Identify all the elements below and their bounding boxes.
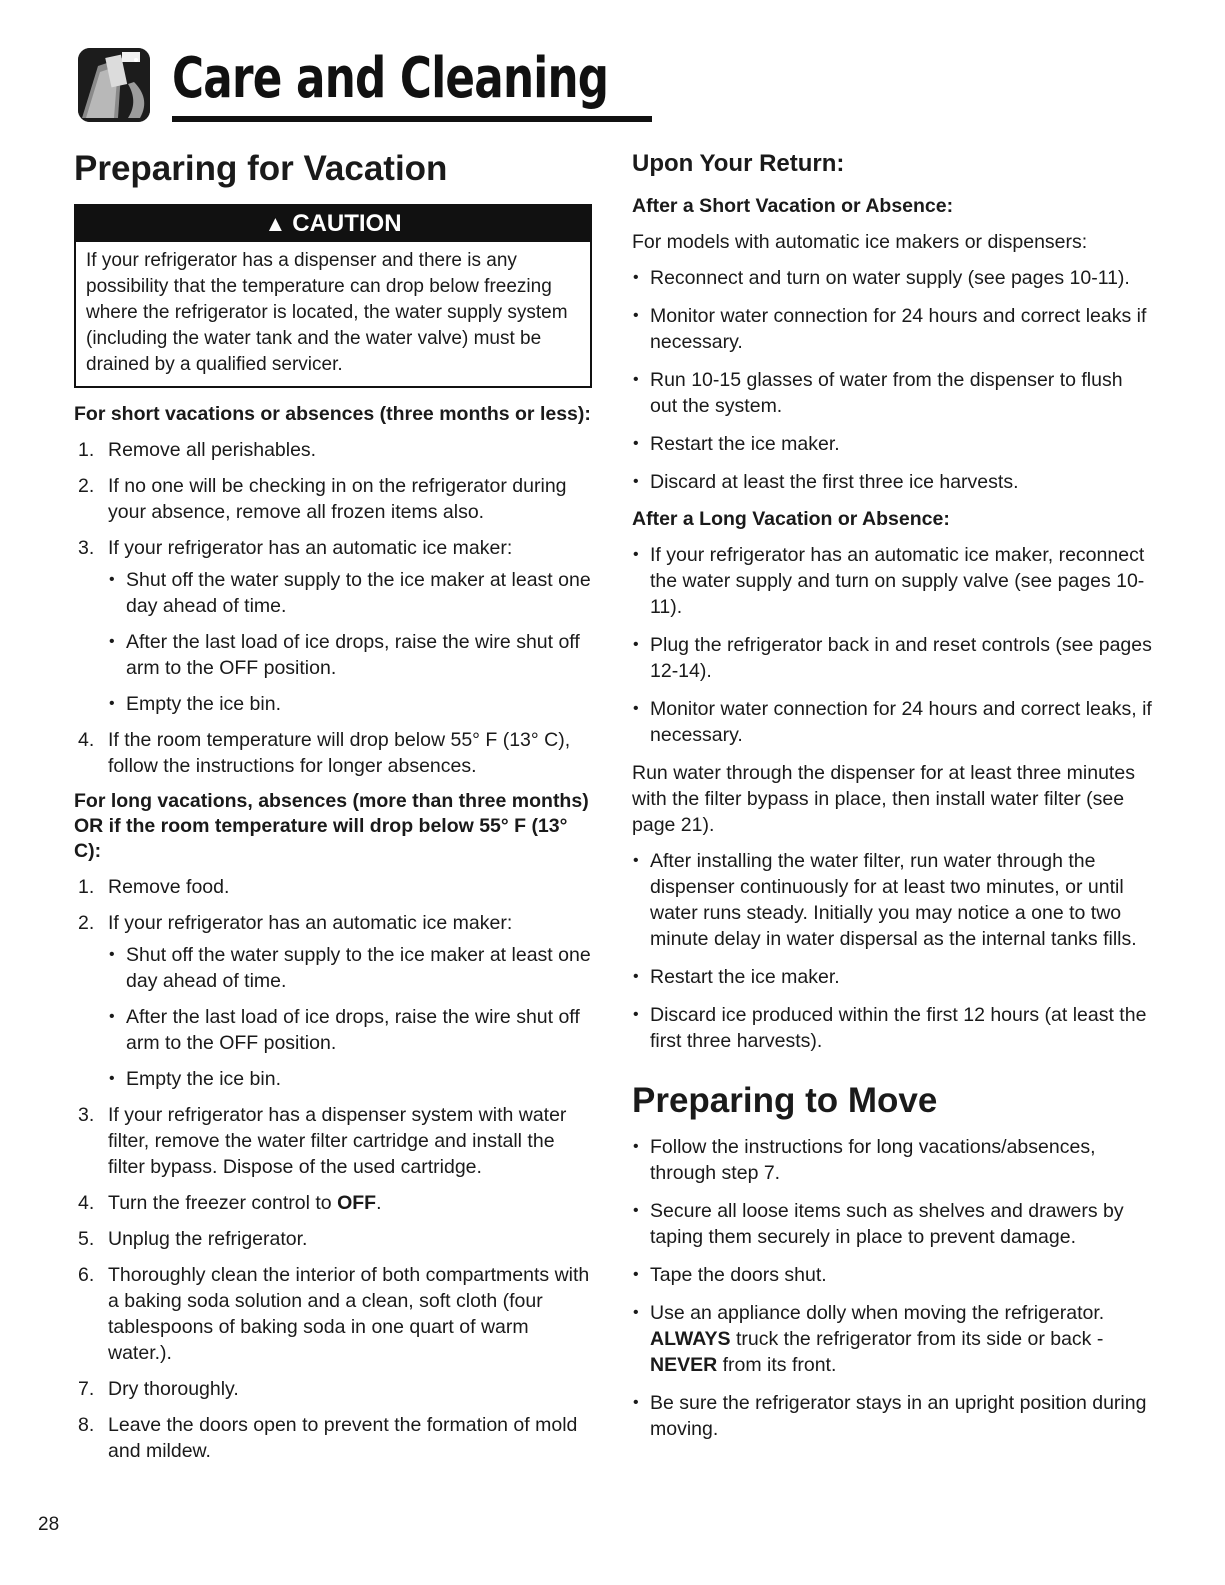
list-item: • Plug the refrigerator back in and reset controls (see pages 12-14).: [632, 632, 1152, 684]
long-return-heading: After a Long Vacation or Absence:: [632, 508, 950, 530]
move-heading: Preparing to Move: [632, 1081, 938, 1120]
ice-maker-substeps: [108, 567, 592, 717]
list-item: • Reconnect and turn on water supply (see pages 10-11).: [632, 265, 1152, 291]
list-item: 8. Leave the doors open to prevent the formation of mold and mildew.: [78, 1414, 578, 1462]
list-item: • After the last load of ice drops, raise the wire shut off arm to the OFF position.: [108, 629, 592, 681]
return-heading: Upon Your Return:: [632, 150, 845, 177]
list-item: • Follow the instructions for long vacations/absences, through step 7.: [632, 1134, 1152, 1186]
short-return-intro: For models with automatic ice makers or dispensers:: [632, 231, 1088, 253]
list-item: • Use an appliance dolly when moving the refrigerator. ALWAYS truck the refrigerator from its side or back - NEVER from its front.: [632, 1300, 1152, 1378]
list-item: • Shut off the water supply to the ice maker at least one day ahead of time.: [108, 942, 592, 994]
water-filter-list: [632, 848, 1152, 1054]
list-item: • Be sure the refrigerator stays in an upright position during moving.: [632, 1390, 1152, 1442]
list-item: • After the last load of ice drops, raise the wire shut off arm to the OFF position.: [108, 1004, 592, 1056]
list-item: 1. Remove food.: [78, 876, 230, 898]
cleaning-spray-icon: [78, 48, 150, 122]
list-item: • Shut off the water supply to the ice maker at least one day ahead of time.: [108, 567, 592, 619]
ice-maker-substeps: [108, 942, 592, 1092]
list-item: 3. If your refrigerator has a dispenser system with water filter, remove the water filter cartridge and install the filter bypass. Dispose of the used cartridge.: [78, 1104, 567, 1178]
short-return-heading: After a Short Vacation or Absence:: [632, 195, 954, 217]
list-item: 1. Remove all perishables.: [78, 439, 317, 461]
list-item: 7. Dry thoroughly.: [78, 1378, 239, 1400]
list-item: 2. If your refrigerator has an automatic ice maker: • Shut off the water supply to the ice maker at least one day ahead of time. • After the last load of ice drops, raise the wire shut off arm to the OFF position. • Empty the ice bin.: [74, 910, 592, 1092]
list-item: • After installing the water filter, run water through the dispenser continuously for at least two minutes, or until water runs steady. Initially you may notice a one to two minute delay in water dispersal as the internal tanks fills.: [632, 848, 1152, 952]
list-item: • Restart the ice maker.: [632, 964, 1152, 990]
list-item: 4. Turn the freezer control to OFF.: [78, 1192, 382, 1214]
list-item: • Secure all loose items such as shelves and drawers by taping them securely in place to prevent damage.: [632, 1198, 1152, 1250]
list-item: 2. If no one will be checking in on the refrigerator during your absence, remove all frozen items also.: [78, 475, 567, 523]
short-absence-heading: For short vacations or absences (three months or less):: [74, 403, 591, 425]
long-absence-steps: [74, 874, 592, 1464]
page-title: Care and Cleaning: [172, 46, 609, 111]
caution-box: [74, 204, 592, 388]
long-return-list: [632, 542, 1152, 748]
list-item: • Run 10-15 glasses of water from the dispenser to flush out the system.: [632, 367, 1152, 419]
caution-text: If your refrigerator has a dispenser and there is any possibility that the temperature can drop below freezing where the refrigerator is located, the water supply system (including the water tank and the water valve) must be drained by a qualified servicer.: [86, 250, 568, 375]
vacation-heading: Preparing for Vacation: [74, 149, 448, 188]
list-item: • Discard ice produced within the first 12 hours (at least the first three harvests).: [632, 1002, 1152, 1054]
list-item: • Empty the ice bin.: [108, 691, 592, 717]
list-item: • Monitor water connection for 24 hours and correct leaks, if necessary.: [632, 696, 1152, 748]
short-absence-steps: [74, 437, 592, 779]
list-item: • Tape the doors shut.: [632, 1262, 1152, 1288]
caution-header: [76, 206, 590, 242]
list-item: • Empty the ice bin.: [108, 1066, 592, 1092]
list-item: 4. If the room temperature will drop below 55° F (13° C), follow the instructions for longer absences.: [78, 729, 571, 777]
left-column: [74, 140, 592, 1474]
short-return-list: [632, 265, 1152, 495]
list-item: • Discard at least the first three ice harvests.: [632, 469, 1152, 495]
list-item: • If your refrigerator has an automatic ice maker, reconnect the water supply and turn on supply valve (see pages 10-11).: [632, 542, 1152, 620]
title-underline: [172, 116, 652, 122]
list-item: • Restart the ice maker.: [632, 431, 1152, 457]
warning-triangle-icon: ▲: [264, 211, 287, 236]
water-filter-paragraph: Run water through the dispenser for at least three minutes with the filter bypass in place, then install water filter (see page 21).: [632, 762, 1135, 836]
move-list: [632, 1134, 1152, 1442]
list-item: 5. Unplug the refrigerator.: [78, 1228, 308, 1250]
caution-label: CAUTION: [292, 210, 402, 237]
page-number: 28: [38, 1514, 60, 1535]
list-item: 3. If your refrigerator has an automatic ice maker: • Shut off the water supply to the ice maker at least one day ahead of time. • After the last load of ice drops, raise the wire shut off arm to the OFF position. • Empty the ice bin.: [74, 535, 592, 717]
list-item: 6. Thoroughly clean the interior of both compartments with a baking soda solution and a clean, soft cloth (four tablespoons of baking soda in one quart of warm water.).: [78, 1264, 590, 1364]
right-column: [632, 140, 1152, 1454]
long-absence-heading: For long vacations, absences (more than three months) OR if the room temperature will drop below 55° F (13° C):: [74, 790, 589, 862]
list-item: • Monitor water connection for 24 hours and correct leaks if necessary.: [632, 303, 1152, 355]
